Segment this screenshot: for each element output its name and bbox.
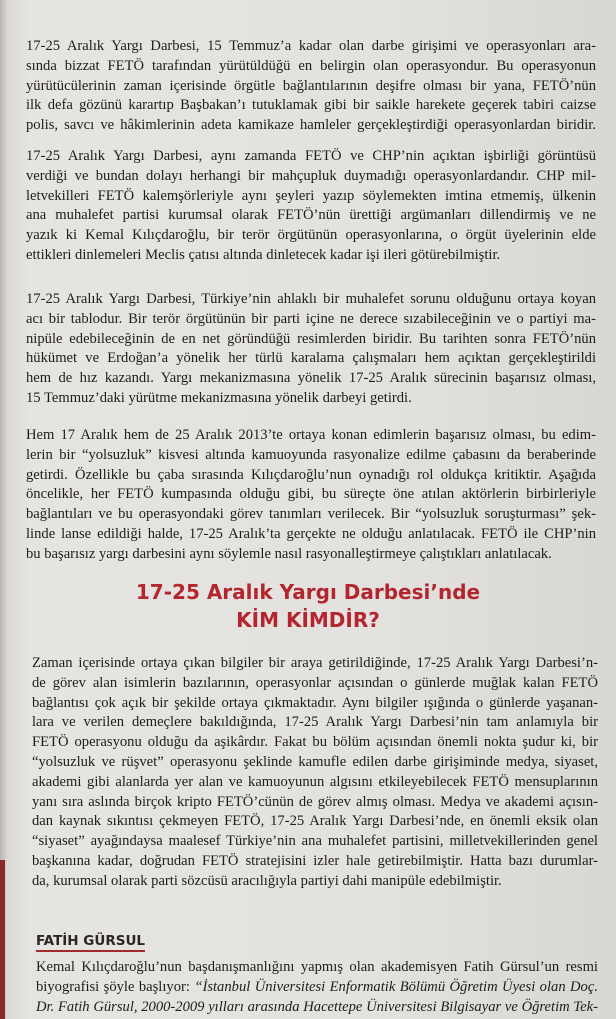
text-line: de görev alan isimlerin bazılarının, operasyonlar açısından o günlerde muğlak kalan FETÖ	[32, 674, 598, 691]
text-line: nipüle edebileceğinin de en net göründüğü resimlerden biridir. Bu tarihten sonra FETÖ’nün	[26, 330, 596, 347]
text-line: verdiği ve bundan dolayı herhangi bir mahçupluk duymadığı operasyonlardandır. CHP mil-	[26, 167, 596, 184]
text-line: akademi gibi alanlarda yer alan ve kamuoyunun algısını etkileyebilecek FETÖ mensuplarının	[32, 773, 598, 790]
paragraph-5	[32, 654, 598, 892]
text-line: hem de hız kazandı. Yargı mekanizmasına yönelik 17-25 Aralık sürecinin başarısız olması,	[26, 370, 596, 387]
text-line: getirdi. Özellikle bu çaba sırasında Kılıçdaroğlu’nun oynadığı rol oldukça kritiktir. Aşağıda	[26, 466, 596, 483]
text-line: sında bizzat FETÖ tarafından yürütüldüğü en belirgin olan operasyondur. Bu operasyonun	[26, 57, 596, 74]
text-line: 17-25 Aralık Yargı Darbesi, Türkiye’nin ahlaklı bir muhalefet sorunu olduğunu ortaya koyan	[26, 291, 596, 307]
text-line: başkanına kadar, doğrudan FETÖ stratejisini izler hale getirebilmiştir. Hatta bazı durumlar-	[32, 852, 598, 869]
text-line: yanı sıra aslında birçok kripto FETÖ’cünün de görev almış olması. Medya ve akademi açısın-	[32, 793, 598, 810]
text-line: lerin bir “yolsuzluk” kisvesi altında kamuoyunda rasyonalize edilme çabasını da beraberinde	[26, 446, 596, 463]
paragraph-3	[26, 290, 596, 409]
text-line: 17-25 Aralık Yargı Darbesi, aynı zamanda FETÖ ve CHP’nin açıktan işbirliği görüntüsü	[26, 148, 596, 164]
text-line: “yolsuzluk ve rüşvet” operasyonu şeklinde kamufle edilen darbe girişiminde medya, siyaset,	[32, 753, 598, 770]
text-line: bu başarısız yargı darbesini aynı söylemle nasıl rasyonalleştirmeye çalıştıkları anlatılacak.	[26, 545, 552, 562]
text-line: ana muhalefet partisi kurumsal olarak FETÖ’nün ürettiği argümanları dillendirmiş ve ne	[26, 207, 596, 224]
page-edge-red	[0, 860, 5, 1019]
text-line: 17-25 Aralık Yargı Darbesi, 15 Temmuz’a kadar olan darbe girişimi ve operasyonları ara-	[26, 38, 596, 54]
text-italic: “İstanbul Üniversitesi Enformatik Bölümü Öğretim Üyesi olan Doç.	[194, 978, 598, 995]
text-line: ilk defa gözünü karartıp Başbakan’ı tutuklamak gibi bir saikle harekete geçerek tabiri caizse	[26, 97, 596, 114]
text-normal: biyografisi şöyle başlıyor:	[36, 978, 195, 995]
paragraph-1	[26, 37, 596, 136]
text-line: lara ve verilen demeçlere bakıldığında, 17-25 Aralık Yargı Darbesi’nin tam anlamıyla bir	[32, 714, 598, 731]
text-line: acı bir tablodur. Bir terör örgütünün bir parti içine ne derece sızabileceğinin ve o partiyi ma-	[26, 310, 596, 327]
text-line: letvekilleri FETÖ kalemşörleriyle aynı şeyleri yazıp söylemekten imtina etmemiş, ülkenin	[26, 187, 596, 204]
text-line: bağlantısı çok açık bir şekilde ortaya çıkmaktadır. Aynı bilgiler ışığında o günlerde yaşanan-	[32, 694, 598, 711]
subheading: FATİH GÜRSUL	[36, 933, 145, 952]
text-line: dan kaynak sıkıntısı çekmeyen FETÖ, 17-25 Aralık Yargı Darbesi’nde, en önemli eksik olan	[32, 813, 598, 830]
text-line: ettikleri dinlemeleri Meclis çatısı altında dinletecek kadar işi ileri götürebilmiştir.	[26, 246, 501, 263]
text-line: yazık ki Kemal Kılıçdaroğlu, bir terör örgütünün operasyonlarına, o örgüt üyelerinin elde	[26, 227, 596, 244]
section-heading-line-1: 17-25 Aralık Yargı Darbesi’nde	[135, 580, 481, 604]
text-line: öncelikle, her FETÖ kumpasında olduğu gibi, bu süreçte öne atılan aktörlerin birbirleriyle	[26, 486, 596, 503]
section-heading	[0, 578, 616, 634]
paragraph-2	[26, 147, 596, 266]
text-line	[36, 978, 598, 998]
section-heading-line-2: KİM KİMDİR?	[236, 608, 380, 632]
text-line: Hem 17 Aralık hem de 25 Aralık 2013’te ortaya konan edimlerin başarısız olması, bu edim-	[26, 427, 596, 443]
text-line: polis, savcı ve hâkimlerinin adeta kamikaze hamleler gerçekleştirdiği operasyonlardan biridir.	[26, 117, 596, 134]
paragraph-4	[26, 426, 596, 565]
text-line: yürütücülerinin zaman içerisinde örgütle bağlantılarının deşifre olması bir yana, FETÖ’nün	[26, 77, 596, 94]
text-line: bağlantıları ve bu operasyondaki görev tanımları verilecek. Bir “yolsuzluk soruşturması” şek-	[26, 506, 596, 523]
text-line: FETÖ operasyonu olduğu da aşikârdır. Fakat bu bölüm açısından önemli nokta şudur ki, bir	[32, 734, 598, 751]
text-line: “siyaset” ayağındaysa maalesef Türkiye’nin ana muhalefet partisini, milletvekillerinden genel	[32, 833, 598, 850]
text-line: da, kurumsal olarak parti sözcüsü aracılığıyla partiyi dahi manipüle edebilmiştir.	[32, 872, 502, 889]
text-line: 15 Temmuz’daki yürütme mekanizmasına yönelik darbeyi getirdi.	[26, 389, 412, 406]
text-line: Dr. Fatih Gürsul, 2000-2009 yılları arasında Hacettepe Üniversitesi Bilgisayar ve Öğretim Tek-	[36, 998, 598, 1015]
text-line: Kemal Kılıçdaroğlu’nun başdanışmanlığını yapmış olan akademisyen Fatih Gürsul’un resmi	[36, 959, 598, 975]
text-line: hükümet ve Erdoğan’a yönelik her türlü karalama çalışmaları hem açıktan gerçekleştirildi	[26, 350, 596, 367]
text-line: linde lanse edildiği halde, 17-25 Aralık’ta gerçekte ne olduğu anlatılacak. FETÖ ile CHP’nin	[26, 525, 596, 542]
paragraph-6	[36, 958, 598, 1017]
text-line: Zaman içerisinde ortaya çıkan bilgiler bir araya getirildiğinde, 17-25 Aralık Yargı Darbesi’n-	[32, 655, 598, 671]
